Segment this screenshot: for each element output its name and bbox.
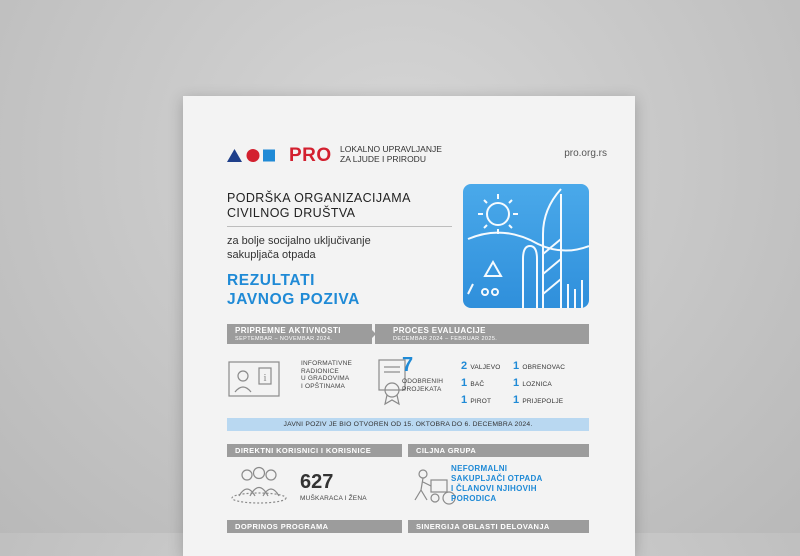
beneficiaries-bar: DIREKTNI KORISNICI I KORISNICE — [227, 444, 402, 457]
results-heading: REZULTATI JAVNOG POZIVA — [227, 272, 360, 308]
synergy-bar: SINERGIJA OBLASTI DELOVANJA — [408, 520, 589, 533]
logo-circle — [247, 149, 260, 162]
target-group-text: NEFORMALNI SAKUPLJAČI OTPADA I ČLANOVI NJIHOVIH PORODICA — [451, 464, 543, 503]
people-group-icon — [229, 466, 289, 506]
logo-text: PRO — [289, 145, 332, 166]
city-item: 1 LOZNICA — [513, 377, 552, 389]
prep-text: INFORMATIVNE RADIONICE U GRADOVIMA I OPŠTINAMA — [301, 360, 353, 390]
nature-recycle-illustration — [463, 184, 589, 308]
city-item: 1 OBRENOVAC — [513, 360, 566, 372]
prep-activities-bar: PRIPREMNE AKTIVNOSTI SEPTEMBAR – NOVEMBAR 2024. — [227, 324, 372, 344]
subtitle: za bolje socijalno uključivanje sakupljača otpada — [227, 235, 371, 261]
city-item: 2 VALJEVO — [461, 360, 501, 372]
svg-text:i: i — [263, 372, 267, 384]
notice-strip: JAVNI POZIV JE BIO OTVOREN OD 15. OKTOBRA DO 6. DECEMBRA 2024. — [227, 418, 589, 431]
logo-shapes — [227, 148, 285, 162]
workshop-icon — [227, 358, 282, 402]
evaluation-process-bar: PROCES EVALUACIJE DECEMBAR 2024 – FEBRUAR 2025. — [375, 324, 589, 344]
city-item: 1 PRIJEPOLJE — [513, 394, 564, 406]
logo-square — [263, 150, 275, 162]
logo-subtitle: LOKALNO UPRAVLJANJE ZA LJUDE I PRIRODU — [340, 144, 442, 164]
target-group-bar: CILJNA GRUPA — [408, 444, 589, 457]
page-title: PODRŠKA ORGANIZACIJAMA CIVILNOG DRUŠTVA — [227, 191, 411, 220]
contribution-bar: DOPRINOS PROGRAMA — [227, 520, 402, 533]
approved-count: 7 — [402, 354, 414, 376]
website: pro.org.rs — [564, 148, 607, 159]
city-item: 1 BAČ — [461, 377, 485, 389]
logo-triangle — [227, 149, 242, 162]
approved-label: ODOBRENIH PROJEKATA — [402, 378, 444, 393]
poster — [183, 96, 635, 556]
beneficiaries-label: MUŠKARACA I ŽENA — [300, 495, 367, 502]
city-item: 1 PIROT — [461, 394, 492, 406]
beneficiaries-count: 627 — [300, 471, 334, 493]
divider — [227, 226, 452, 227]
